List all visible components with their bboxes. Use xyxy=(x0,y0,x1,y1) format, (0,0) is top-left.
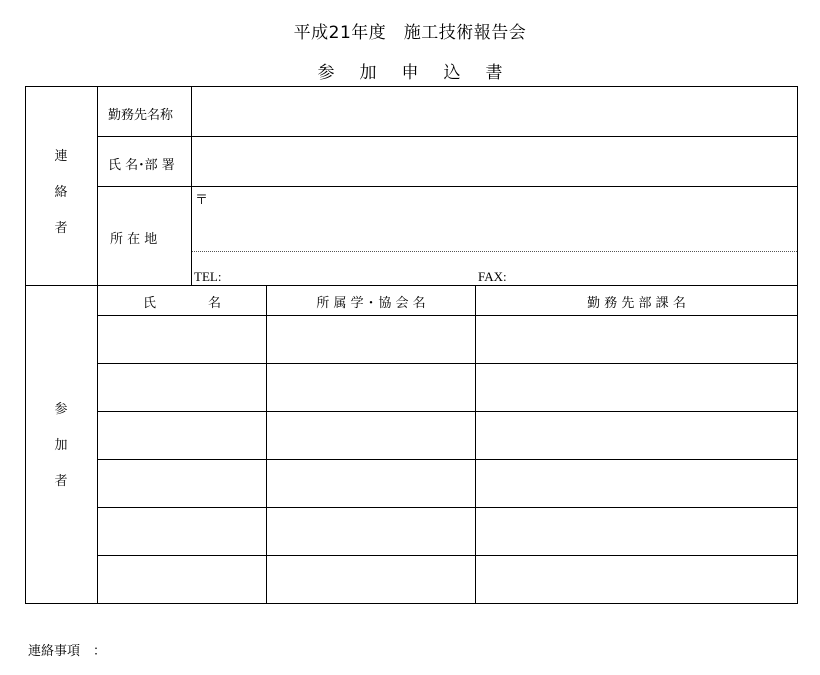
company-name-field[interactable] xyxy=(192,87,797,136)
participant-cell[interactable] xyxy=(267,412,475,459)
participant-cell[interactable] xyxy=(98,556,266,603)
participant-cell[interactable] xyxy=(476,460,797,507)
participant-cell[interactable] xyxy=(476,316,797,363)
form-subtitle: 参加申込書 xyxy=(317,63,528,83)
participant-cell[interactable] xyxy=(98,460,266,507)
tel-field[interactable] xyxy=(226,253,476,284)
participant-cell[interactable] xyxy=(476,364,797,411)
contact-side-char-3: 者 xyxy=(54,221,68,236)
participant-cell[interactable] xyxy=(476,556,797,603)
address-label: 所 在 地 xyxy=(110,232,158,247)
form-title: 平成21年度 施工技術報告会 xyxy=(293,23,527,43)
participant-cell[interactable] xyxy=(476,508,797,555)
participant-cell[interactable] xyxy=(476,412,797,459)
fax-label: FAX: xyxy=(478,269,507,284)
application-form-table xyxy=(25,86,798,604)
tel-label: TEL: xyxy=(194,269,222,284)
column-header-department: 勤 務 先 部 課 名 xyxy=(587,296,686,311)
address-dotted-line xyxy=(192,251,797,252)
participant-cell[interactable] xyxy=(267,556,475,603)
address-field[interactable] xyxy=(192,187,797,251)
column-header-name: 氏 名 xyxy=(142,296,221,311)
participant-cell[interactable] xyxy=(98,508,266,555)
participant-cell[interactable] xyxy=(98,412,266,459)
contact-side-char-2: 絡 xyxy=(54,185,68,200)
participant-side-char-1: 参 xyxy=(54,402,68,417)
name-dept-label: 氏 名･部 署 xyxy=(108,158,175,173)
postal-mark: 〒 xyxy=(195,193,209,208)
participant-cell[interactable] xyxy=(267,316,475,363)
participant-cell[interactable] xyxy=(267,460,475,507)
fax-field[interactable] xyxy=(514,253,796,284)
participant-side-char-3: 者 xyxy=(54,474,68,489)
company-name-label: 勤務先名称 xyxy=(108,108,174,123)
name-dept-field[interactable] xyxy=(192,137,797,186)
participant-cell[interactable] xyxy=(98,364,266,411)
contact-side-char-1: 連 xyxy=(54,149,68,164)
participant-cell[interactable] xyxy=(98,316,266,363)
participant-side-char-2: 加 xyxy=(54,438,68,453)
column-header-affiliation: 所 属 学 ･ 協 会 名 xyxy=(316,296,426,311)
participant-cell[interactable] xyxy=(267,364,475,411)
notes-label: 連絡事項 ： xyxy=(28,644,107,659)
contact-side-label xyxy=(51,139,71,247)
section-divider xyxy=(26,285,797,286)
participant-side-label xyxy=(51,392,71,500)
participant-cell[interactable] xyxy=(267,508,475,555)
